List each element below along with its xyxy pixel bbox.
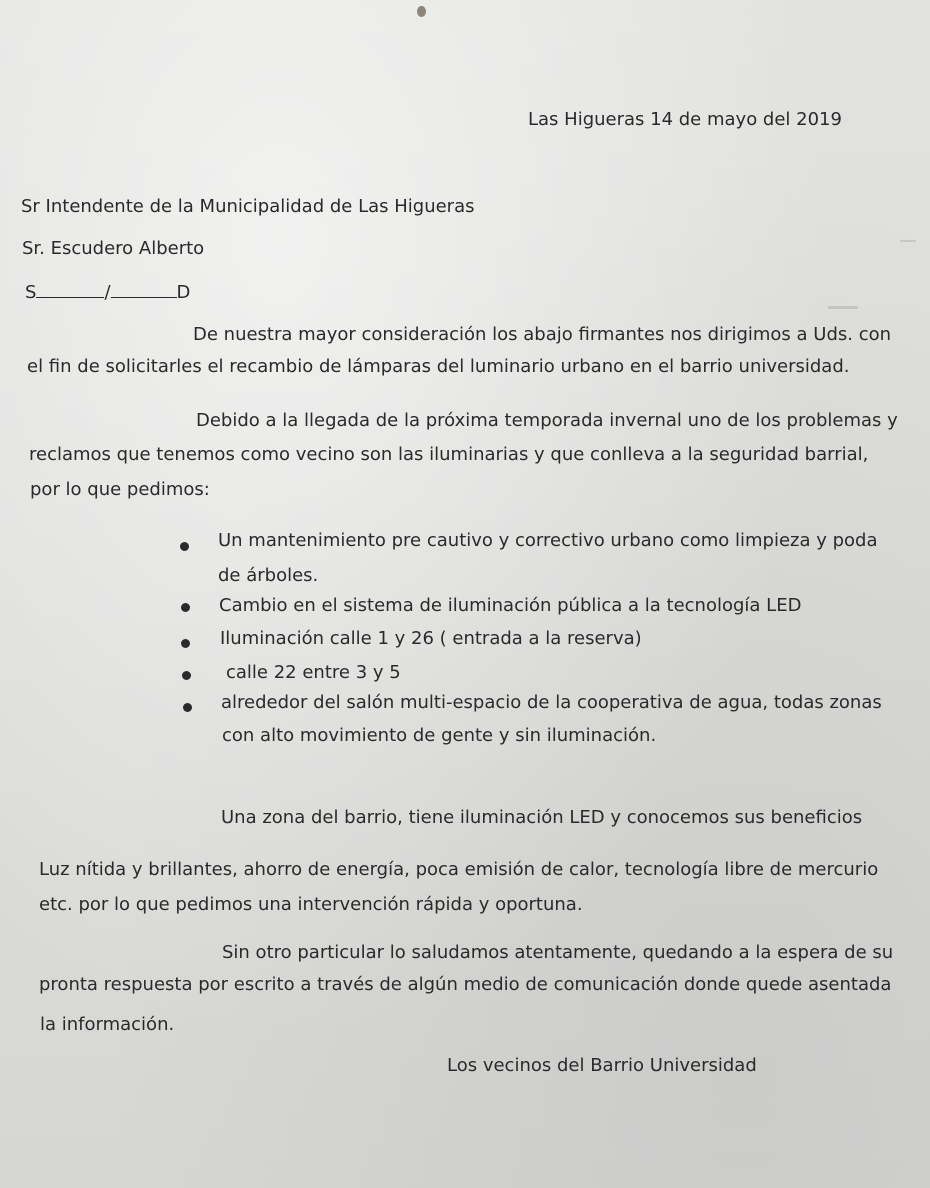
paper-mark bbox=[900, 240, 916, 242]
paragraph4-line-2: etc. por lo que pedimos una intervención rápida y oportuna. bbox=[39, 894, 583, 915]
salutation-slash: / bbox=[104, 282, 111, 303]
salutation-blank bbox=[111, 281, 177, 298]
request-5-line-1: alrededor del salón multi-espacio de la cooperativa de agua, todas zonas bbox=[221, 692, 882, 713]
paragraph2-line-1: Debido a la llegada de la próxima temporada invernal uno de los problemas y bbox=[196, 410, 898, 431]
recipient-line-2: Sr. Escudero Alberto bbox=[22, 238, 205, 259]
bullet-icon bbox=[183, 703, 192, 712]
paragraph2-line-3: por lo que pedimos: bbox=[30, 479, 210, 500]
request-5-line-2: con alto movimiento de gente y sin iluminación. bbox=[222, 725, 657, 746]
paragraph3-line-1: Una zona del barrio, tiene iluminación LED y conocemos sus beneficios bbox=[221, 807, 863, 828]
date-line: Las Higueras 14 de mayo del 2019 bbox=[528, 109, 842, 130]
bullet-icon bbox=[180, 542, 189, 551]
bullet-icon bbox=[181, 639, 190, 648]
salutation-blank bbox=[36, 281, 104, 298]
paragraph5-line-2: pronta respuesta por escrito a través de algún medio de comunicación donde quede asentada bbox=[39, 974, 892, 995]
request-1-line-1: Un mantenimiento pre cautivo y correctivo urbano como limpieza y poda bbox=[218, 530, 878, 551]
paragraph5-line-1: Sin otro particular lo saludamos atentamente, quedando a la espera de su bbox=[222, 942, 894, 963]
paragraph1-line-2: el fin de solicitarles el recambio de lámparas del luminario urbano en el barrio universidad. bbox=[27, 356, 850, 377]
request-2: Cambio en el sistema de iluminación pública a la tecnología LED bbox=[219, 595, 802, 616]
request-1-line-2: de árboles. bbox=[218, 565, 319, 586]
bullet-icon bbox=[181, 603, 190, 612]
paragraph2-line-2: reclamos que tenemos como vecino son las iluminarias y que conlleva a la seguridad barrial, bbox=[29, 444, 869, 465]
request-3: Iluminación calle 1 y 26 ( entrada a la reserva) bbox=[220, 628, 642, 649]
salutation-right: D bbox=[176, 282, 191, 303]
paper-mark bbox=[828, 306, 858, 309]
recipient-line-1: Sr Intendente de la Municipalidad de Las Higueras bbox=[21, 196, 475, 217]
punch-hole bbox=[417, 6, 426, 17]
signature-line: Los vecinos del Barrio Universidad bbox=[447, 1055, 757, 1076]
bullet-icon bbox=[182, 671, 191, 680]
paragraph5-line-3: la información. bbox=[40, 1014, 175, 1035]
paragraph4-line-1: Luz nítida y brillantes, ahorro de energía, poca emisión de calor, tecnología libre de mercurio bbox=[39, 859, 879, 880]
salutation-left: S bbox=[25, 282, 37, 303]
request-4: calle 22 entre 3 y 5 bbox=[226, 662, 401, 683]
salutation bbox=[25, 281, 190, 304]
paragraph1-line-1: De nuestra mayor consideración los abajo firmantes nos dirigimos a Uds. con bbox=[193, 324, 892, 345]
